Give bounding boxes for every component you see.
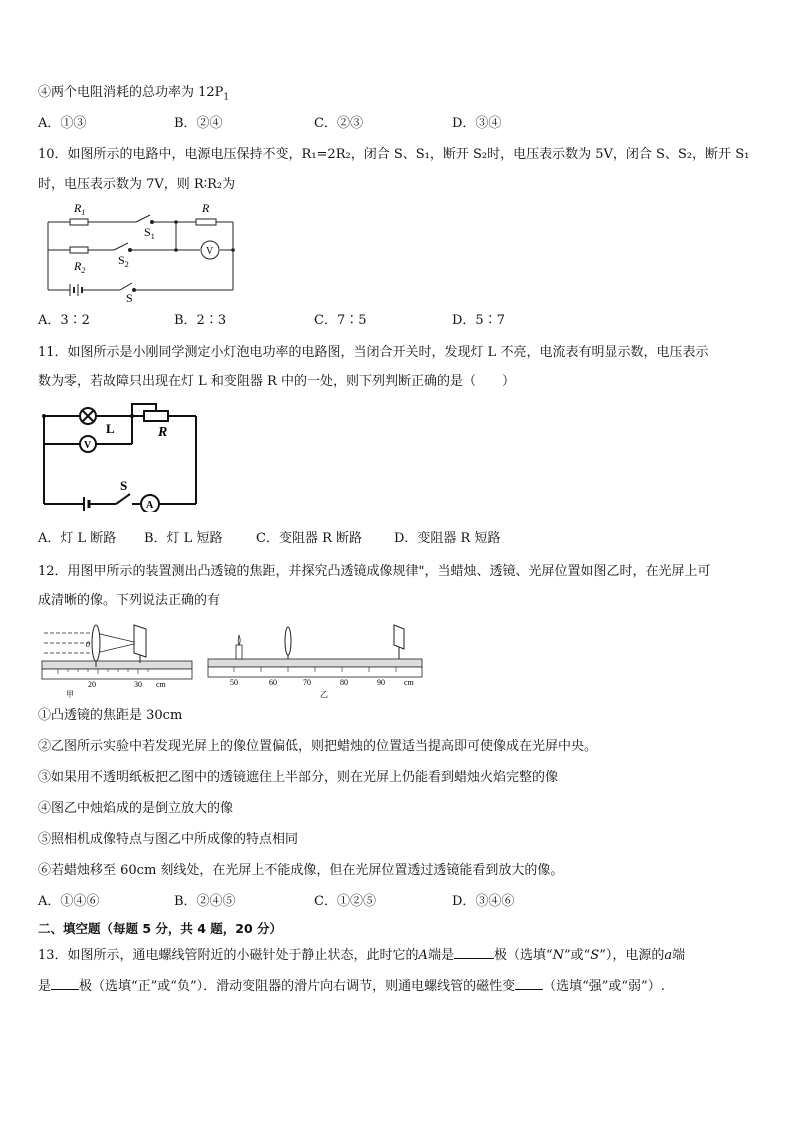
tick-unit: cm	[156, 680, 166, 689]
label-switch-s: S	[120, 478, 128, 493]
q11-option-a: A．灯 L 断路	[38, 531, 117, 546]
q9-options	[38, 115, 738, 133]
fill-blank-3[interactable]	[515, 977, 543, 990]
q12-statement-4: ④图乙中烛焰成的是倒立放大的像	[38, 801, 234, 816]
q10-circuit-diagram	[40, 198, 240, 302]
q13-stem-line2: 是 极（选填“正”或“负”）．滑动变阻器的滑片向右调节，则通电螺线管的磁性变 （选填“强”或“弱”）.	[38, 979, 665, 994]
q12-stem-line1: 12．用图甲所示的装置测出凸透镜的焦距，并探究凸透镜成像规律"，当蜡烛、透镜、光屏位置如图乙时，在光屏上可	[38, 564, 711, 579]
tick-30: 30	[134, 680, 142, 689]
label-s2: $S_2$	[118, 253, 129, 269]
q12-option-b: B．②④⑤	[174, 894, 236, 909]
q11-option-d: D．变阻器 R 短路	[394, 531, 501, 546]
q10-stem-line2: 时，电压表示数为 7V，则 R∶R₂为	[38, 177, 236, 192]
q9-option-b: B．②④	[174, 116, 223, 131]
label-s1: $S_1$	[144, 225, 155, 241]
tick-80: 80	[340, 678, 348, 687]
q12-options	[38, 893, 738, 911]
q12-statement-1: ①凸透镜的焦距是 30cm	[38, 708, 183, 723]
q11-option-c: C．变阻器 R 断路	[256, 531, 362, 546]
label-rheostat-r: R	[158, 425, 168, 440]
figure-yi	[208, 625, 422, 699]
fill-blank-2[interactable]	[51, 977, 79, 990]
q10-option-c: C．7∶5	[314, 313, 367, 328]
voltmeter-symbol: V	[206, 246, 214, 257]
label-r1: $R_1$	[74, 201, 86, 217]
q12-statement-3: ③如果用不透明纸板把乙图中的透镜遮住上半部分，则在光屏上仍能看到蜡烛火焰完整的像	[38, 770, 559, 785]
label-r: R	[202, 201, 210, 215]
figure-jia	[42, 625, 192, 699]
q13-stem-line1: 13．如图所示，通电螺线管附近的小磁针处于静止状态，此时它的A端是 极（选填“N”或“S”），电源的a端	[38, 948, 686, 963]
q9-option-c: C．②③	[314, 116, 363, 131]
q12-option-a: A．①④⑥	[38, 894, 100, 909]
q12-statement-2: ②乙图所示实验中若发现光屏上的像位置偏低，则把蜡烛的位置适当提高即可使像成在光屏中央。	[38, 739, 598, 754]
q10-option-b: B．2∶3	[174, 313, 227, 328]
label-s: S	[126, 291, 133, 302]
tick-60: 60	[269, 678, 277, 687]
caption-jia: 甲	[66, 690, 74, 699]
q11-option-b: B．灯 L 短路	[144, 531, 223, 546]
label-lamp-l: L	[106, 421, 115, 436]
q10-stem-line1: 10．如图所示的电路中，电源电压保持不变，R₁=2R₂，闭合 S、S₁，断开 S₂时，电压表示数为 5V，闭合 S、S₂，断开 S₁	[38, 147, 750, 162]
ammeter-symbol: A	[146, 500, 154, 511]
tick-unit: cm	[404, 678, 414, 687]
fill-blank-1[interactable]	[454, 946, 494, 959]
q12-statement-6: ⑥若蜡烛移至 60cm 刻线处，在光屏上不能成像，但在光屏位置透过透镜能看到放大的像。	[38, 863, 564, 878]
tick-20: 20	[88, 680, 96, 689]
focus-point-label: 0	[86, 640, 90, 649]
q10-options	[38, 312, 738, 330]
q11-options	[38, 530, 738, 548]
tick-50: 50	[230, 678, 238, 687]
q9-statement-4: ④两个电阻消耗的总功率为 $12P_1$	[38, 85, 230, 103]
q10-option-a: A．3∶2	[38, 313, 90, 328]
q12-statement-5: ⑤照相机成像特点与图乙中所成像的特点相同	[38, 832, 299, 847]
q9-option-d: D．③④	[452, 116, 502, 131]
q11-circuit-diagram	[40, 400, 202, 512]
tick-90: 90	[377, 678, 385, 687]
q11-stem-line1: 11．如图所示是小刚同学测定小灯泡电功率的电路图，当闭合开关时，发现灯 L 不亮，电流表有明显示数，电压表示	[38, 345, 709, 360]
label-r2: $R_2$	[74, 259, 86, 275]
q12-lens-figures	[38, 617, 428, 699]
q12-option-d: D．③④⑥	[452, 894, 515, 909]
section-title: 二、填空题（每题 5 分，共 4 题，20 分）	[38, 921, 283, 936]
q9-option-a: A．①③	[38, 116, 87, 131]
tick-70: 70	[303, 678, 311, 687]
voltmeter-symbol: V	[84, 440, 92, 451]
q11-stem-line2: 数为零，若故障只出现在灯 L 和变阻器 R 中的一处，则下列判断正确的是（ ）	[38, 374, 515, 389]
q12-stem-line2: 成清晰的像。下列说法正确的有	[38, 593, 221, 608]
caption-yi: 乙	[320, 690, 328, 699]
q10-option-d: D．5∶7	[452, 313, 505, 328]
q12-option-c: C．①②⑤	[314, 894, 376, 909]
